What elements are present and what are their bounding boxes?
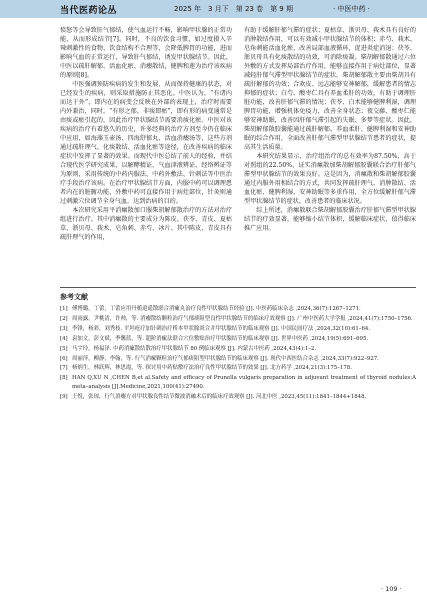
- reference-number: [9]: [60, 393, 68, 400]
- reference-item: [60, 305, 416, 313]
- journal-header: [0, 0, 427, 18]
- page-number: · 109 ·: [381, 585, 402, 593]
- body-paragraph: 综上所述，消瘰散联合柴胡解郁胶囊治疗肝郁气滞型甲状腺结节的疗效显著，能够缩小结节体积，缓解临床症状，值得临床推广应用。: [244, 207, 416, 232]
- reference-item: [60, 374, 416, 391]
- reference-text: 周雨露，尹桃清，许帅，等. 消瘿散结颗粒治疗气郁痰阻型良性甲状腺结节的临床疗效观察 [J]. 广州中医药大学学报 ,2024,41(7):1750–1756.: [72, 315, 413, 322]
- reference-item: [60, 345, 416, 353]
- reference-text: 李锋，杨彩，刘秀枝. 平坦疮疗加针刺治疗桥本甲状腺炎合并甲状腺结节的临床观察 [J]. 中国民间疗法 ,2024,32(10):61–64.: [72, 325, 371, 332]
- reference-number: [1]: [60, 306, 68, 312]
- section-tag: · 中医中药 ·: [333, 5, 370, 13]
- reference-text: 袁加文，彭文斌，季馨蓝，等. 超阶消瘰法联合穴位敷贴治疗甲状腺结节的临床观察 [J]. 世界中医药 ,2024,19(5):691–695.: [72, 335, 369, 342]
- reference-item: [60, 335, 416, 343]
- reference-number: [5]: [60, 345, 68, 352]
- reference-item: [60, 355, 416, 363]
- reference-text: 马宇玲，杨福泽. 中药消瘰散结散治疗甲状腺结节 80 例临床观察 [J]. 内蒙古中医药 ,2024,43(4):1–2.: [72, 345, 317, 352]
- reference-text: 杨炳生，林跃辉，林思霞，等. 探讨用中药贴敷疗法治疗良性甲状腺结节的效果 [J]. 北方药学 ,2024,21(3):175–178.: [72, 365, 352, 372]
- reference-text: 傅博璐，丁蕾，丁蕾应用丹栀逍遥散联合消瘰丸治疗良性甲状腺结节经验 [J]. 中医药临床杂志 ,2024,36(7):1267–1271.: [72, 306, 361, 312]
- references-divider: [60, 287, 416, 288]
- journal-title: 当代医药论丛: [60, 6, 118, 16]
- reference-item: [60, 364, 416, 372]
- reference-number: [2]: [60, 315, 68, 322]
- reference-item: [60, 393, 416, 401]
- body-paragraph: 有助于缓解肝郁气滞的症状；夏枯草、浙贝母、莪术具有良好的消肿散结作用，可以有效减小甲状腺结节的体积；赤芍、莪术、皂角刺能活血化瘀，改善局部血液循环，促进炎症消退；茯苓、浙贝母具有化痰散结的功效，可消除痰凝。柴胡解郁散通过六位外敷的方式发挥局部治疗作用，能够直接作用于病灶部位，显著减轻肝郁气滞型甲状腺结节的症状。柴胡解郁散主要由柴胡具有疏肝解郁的功效；合欢皮、远志能够安神解郁，缓解患者的情志抑郁的症状；白芍、酸枣仁具有养血柔肝的功效，有助于调理肝脏功能，改善肝郁气滞的情况；茯苓、白术能够健脾利湿，调理脾胃功能，增强机体免疫力，改善全身状态；夜交藤、酸枣仁能够安神助眠，改善因肝郁气滞引起的失眠、多梦等症状。因此，柴胡解郁散胶囊能通过疏肝解郁、养血柔肝、健脾利湿和安神助眠的综合作用，全面改善肝郁气滞型甲状腺结节患者的症状，提高其生活质量。: [244, 27, 416, 151]
- reference-item: [60, 315, 416, 323]
- references-list: [60, 305, 416, 403]
- reference-number: [6]: [60, 355, 68, 362]
- reference-number: [7]: [60, 365, 68, 372]
- references-heading: 参考文献: [60, 293, 88, 301]
- right-column: [244, 26, 416, 291]
- reference-text: 王悦，张琼，行气消瘿方对甲状腺良性结节微波消融术后的临床疗效观察 [J]. 河北中医 ,2023,45(11):1841–1844+1848.: [72, 393, 367, 400]
- issue-info: 2025 年 3 月下 第 23 卷 第 9 期: [174, 5, 293, 13]
- body-paragraph: 本研究结果显示，治疗组治疗的总有效率为87.50%，高于对照组的22.50%，证实消瘰散加柴胡解郁胶囊联合治疗肝郁气滞型甲状腺结节的效果良好。这是因为，消瘰散和柴胡解郁胶囊通过内服外用相结合的方式，共同发挥疏肝理气、消肿散结、活血化瘀、健脾利湿、安神助眠等多重作用，全方位缓解肝郁气滞型甲状腺结节的症状，改善患者的临床状况。: [244, 153, 416, 205]
- reference-number: [3]: [60, 325, 68, 332]
- reference-text: 周丽萍，柳静，李翰，等. 行气消瘰颗粒治疗气郁痰阻型甲状腺结节的临床观察 [J]. 现代中西医结合杂志 ,2024,33(7):922–927.: [72, 355, 379, 362]
- body-paragraph: 愤怒等会导致肝气郁结，使气血运行不畅，影响甲状腺的正常功能，从而形成结节[7]。同时，不良的饮食习惯，如过度摄入辛辣刺激性的食物、饮食结构不合理等，会降低脾胃的功能，进而影响气血的正常运行，导致肝气郁结，诱发甲状腺结节。因此，中医以疏肝解郁、活血化瘀、消瘿散结，健脾和莲为治疗该疾病的原则[8]。: [60, 27, 232, 79]
- reference-text: HAN Q,XU N ,CHEN B,et al.Safety and efficacy of Prunella vulgaris preparation in adjuvant treatment of thyroid nodules:A meta–analysis [J].Medicine,2021,100(41):27490.: [72, 375, 416, 390]
- body-paragraph: 中医强调预防疾病的发生和发展，从而保持健康的状态，对已经发生的疾病，则采取措施防止其恶化。中医认为，“有诸内而达于外”，即内在的病变会反映在外部的表现上，治疗时需要内外兼治，同时，“有形之郁，非痰即瘀”，即有形的病变通常是由痰或瘀引起的，因此治疗甲状腺结节需要消痰化瘀。中医对该疾病的治疗有着悠久的历史，许多经典的治疗方剂至今仍在临床中应用，如海藻玉壶汤、四海舒郁丸、活血消瘿汤等，这些方剂通过疏肝理气、化痰散结、活血化瘀等途径，在改善疾病的临床症状中发挥了显著的效果。而现代中医总结了前人的经验，并结合现代医学研究成果，以解酵精证、气血津液辨证、经络辨证等为原则，采用传统的中药内服法、中药外敷法、针刺法等中医治疗手段治疗该病。在治疗甲状腺结节方面，内服中药可以调理患者内在的脏腑功能，外敷中药可直接作用于病灶部位，针灸则通过刺激穴位调节全身气血，达到治病的目的。: [60, 81, 232, 205]
- reference-number: [8]: [60, 375, 68, 382]
- reference-item: [60, 325, 416, 333]
- left-column: [60, 26, 232, 291]
- reference-number: [4]: [60, 335, 68, 342]
- body-paragraph: 本次研究采用平消瘰散加口服柴胡解郁散治疗的方法对治疗组进行治疗。其中消瘰散的主要成分为陈皮、茯苓、青皮、夏枯草、浙贝母、莪术、皂角刺、赤芍、冰片。其中陈皮、青皮具有疏肝理气的作用，: [60, 207, 232, 241]
